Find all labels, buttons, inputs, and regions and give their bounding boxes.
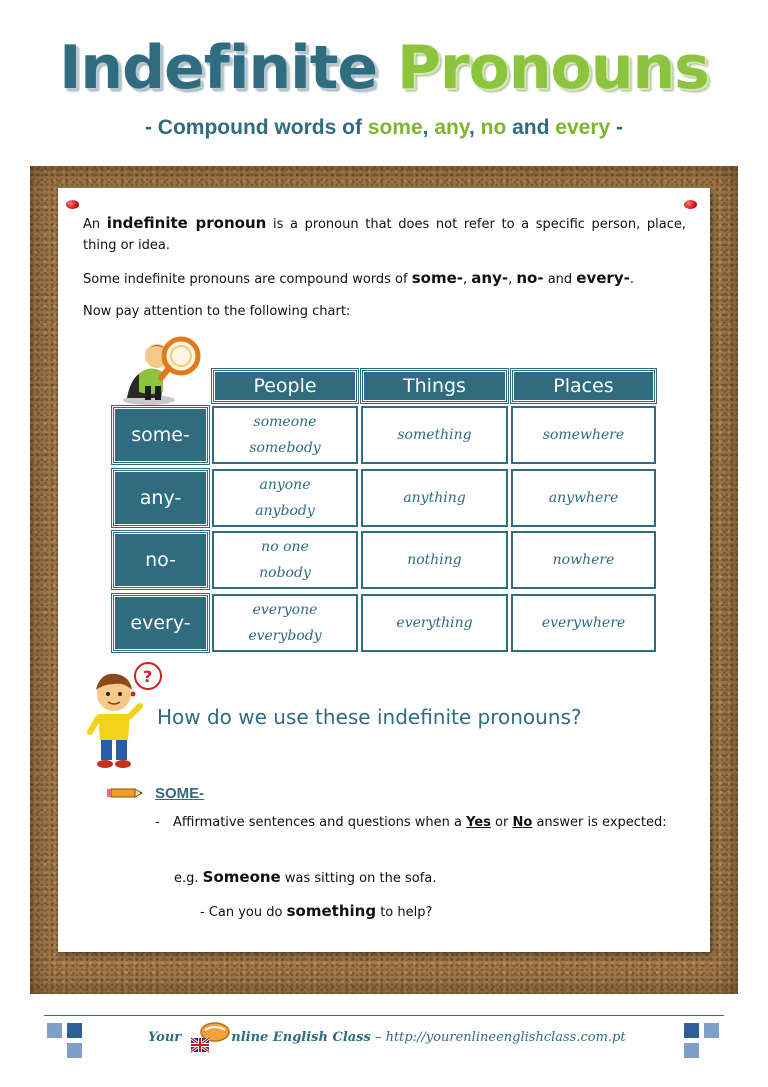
chart-row-header: no- — [112, 531, 209, 589]
magnifier-character-icon — [117, 334, 207, 406]
footer-your: Your — [148, 1030, 182, 1045]
example-keyword: Someone — [202, 868, 281, 886]
cell-word: no one — [261, 539, 309, 555]
chart-column-header: Things — [361, 369, 508, 403]
subtitle-lead: - Compound words of — [144, 116, 368, 139]
intro-text: An — [83, 217, 107, 232]
cell-word: anybody — [255, 503, 315, 519]
footer-square-decoration — [704, 1023, 719, 1038]
footer-square-decoration — [684, 1023, 699, 1038]
pencil-icon — [105, 784, 143, 802]
chart-cell-things: anything — [361, 469, 508, 527]
example-part: to help? — [376, 905, 433, 920]
cell-word: somebody — [249, 440, 321, 456]
chart-cell-people — [212, 406, 358, 464]
bullet-text — [173, 814, 678, 832]
page-subtitle — [0, 116, 768, 140]
footer-url[interactable]: http://yourenlineenglishclass.com.pt — [385, 1030, 626, 1045]
chart-row-header: some- — [112, 406, 209, 464]
example-keyword: something — [286, 902, 377, 920]
intro-text: , — [463, 272, 472, 287]
example-question — [200, 902, 432, 920]
keyword-any: any- — [471, 269, 509, 287]
page-title — [0, 30, 768, 106]
subtitle-every: every — [555, 116, 611, 139]
example-part: was sitting on the sofa. — [280, 871, 437, 886]
thinking-boy-icon — [86, 660, 166, 772]
pushpin-icon — [684, 200, 697, 209]
chart-cell-people — [212, 531, 358, 589]
subtitle-sep: , — [468, 116, 481, 139]
chart-cell-things: something — [361, 406, 508, 464]
chart-cell-places: everywhere — [511, 594, 656, 652]
intro-chart-note: Now pay attention to the following chart: — [83, 304, 351, 319]
keyword-no-answer: No — [512, 815, 533, 830]
chart-row-header: every- — [112, 594, 209, 652]
section-heading-some: SOME- — [155, 785, 205, 802]
cell-word: someone — [253, 414, 317, 430]
chart-cell-people — [212, 594, 358, 652]
bullet-dash: - — [155, 815, 160, 830]
chart-column-header: People — [212, 369, 358, 403]
footer-square-decoration — [67, 1043, 82, 1058]
keyword-some: some- — [411, 269, 463, 287]
footer-square-decoration — [684, 1043, 699, 1058]
subtitle-no: no — [480, 116, 507, 139]
title-word-indefinite: Indefinite — [59, 33, 378, 103]
section-question: How do we use these indefinite pronouns? — [157, 705, 582, 729]
flag-mouse-logo-icon — [187, 1020, 231, 1056]
intro-keyword: indefinite pronoun — [106, 214, 267, 232]
intro-text: is a pronoun that does not refer to a specific person, place, thing or idea. — [83, 217, 686, 253]
subtitle-sep: , — [422, 116, 435, 139]
cell-word: everybody — [248, 628, 322, 644]
svg-text:?: ? — [143, 667, 153, 686]
title-word-pronouns: Pronouns — [397, 33, 709, 103]
bullet-part: or — [490, 815, 513, 830]
chart-cell-things: nothing — [361, 531, 508, 589]
chart-column-header: Places — [511, 369, 656, 403]
intro-text: . — [629, 272, 634, 287]
keyword-yes: Yes — [466, 815, 491, 830]
subtitle-any: any — [434, 116, 469, 139]
chart-cell-places: somewhere — [511, 406, 656, 464]
chart-cell-things: everything — [361, 594, 508, 652]
footer-brand: nline English Class — [231, 1030, 371, 1045]
usage-bullet — [155, 814, 678, 832]
cell-word: nobody — [259, 565, 311, 581]
example-sentence — [174, 868, 436, 886]
pushpin-icon — [66, 200, 79, 209]
subtitle-and: and — [506, 116, 556, 139]
cell-word: anyone — [259, 477, 311, 493]
chart-row-header: any- — [112, 469, 209, 527]
bullet-part: Affirmative sentences and questions when a — [173, 815, 467, 830]
intro-text: , — [508, 272, 517, 287]
subtitle-some: some — [367, 116, 423, 139]
intro-text: Some indefinite pronouns are compound words of — [83, 272, 412, 287]
footer-square-decoration — [47, 1023, 62, 1038]
footer-divider — [44, 1015, 724, 1016]
example-part: - Can you do — [200, 905, 287, 920]
cell-word: everyone — [252, 602, 318, 618]
intro-text: and — [543, 272, 577, 287]
subtitle-tail: - — [610, 116, 624, 139]
footer-credit — [148, 1030, 626, 1045]
intro-compounds — [83, 269, 686, 287]
chart-cell-places: nowhere — [511, 531, 656, 589]
intro-definition — [83, 213, 686, 256]
keyword-every: every- — [576, 269, 630, 287]
keyword-no: no- — [516, 269, 544, 287]
example-part: e.g. — [174, 871, 203, 886]
chart-cell-people — [212, 469, 358, 527]
bullet-part: answer is expected: — [532, 815, 667, 830]
chart-cell-places: anywhere — [511, 469, 656, 527]
footer-separator: – — [370, 1030, 386, 1045]
footer-square-decoration — [67, 1023, 82, 1038]
